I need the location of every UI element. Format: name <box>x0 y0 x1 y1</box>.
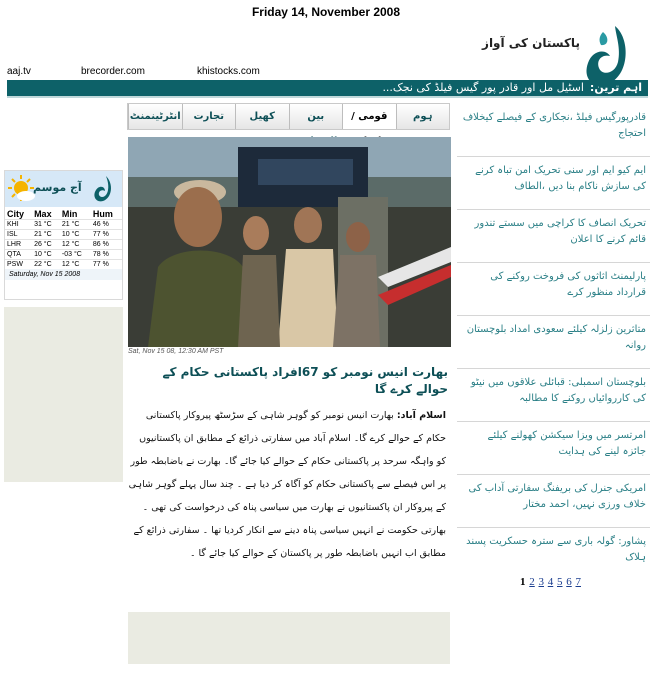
weather-row <box>5 230 122 240</box>
tab-entertainment[interactable]: انٹرٹینمنٹ <box>128 104 182 129</box>
weather-cell: 86 % <box>91 240 122 250</box>
link-aaj[interactable]: aaj.tv <box>7 66 31 77</box>
tab-international[interactable]: بین <box>289 104 343 129</box>
link-brecorder[interactable]: brecorder.com <box>81 66 145 77</box>
footer-panel <box>128 612 450 664</box>
tab-home[interactable]: ہوم <box>396 104 450 129</box>
weather-cell: 78 % <box>91 250 122 260</box>
news-item[interactable]: تحریک انصاف کا کراچی میں سستے تندور قائم کرنے کا اعلان <box>457 210 650 263</box>
photo-caption: Sat, Nov 15 08, 12:30 AM PST <box>128 348 224 355</box>
news-item[interactable]: امریکی جنرل کی بریفنگ سفارتی آداب کی خلاف ورزی نہیں، احمد مختار <box>457 475 650 528</box>
weather-cell: -03 °C <box>60 250 91 260</box>
page-link-5[interactable]: 5 <box>557 576 563 588</box>
weather-cell: ISL <box>5 230 32 240</box>
tab-sports[interactable]: کھیل <box>235 104 289 129</box>
weather-row <box>5 260 122 270</box>
news-item[interactable]: متاثرین زلزلہ کیلئے سعودی امداد بلوچستان روانہ <box>457 316 650 369</box>
weather-cell: 77 % <box>91 260 122 270</box>
weather-widget <box>4 170 123 300</box>
weather-col-hum: Hum <box>92 209 113 219</box>
logo-text: پاکستان کی آواز <box>482 36 580 50</box>
page-link-1[interactable]: 1 <box>520 576 526 588</box>
weather-col-city: City <box>7 209 25 219</box>
news-photo[interactable] <box>128 137 451 347</box>
news-ticker[interactable] <box>7 80 648 96</box>
article-text: بھارت انیس نومبر کو گوہر شاہی کے سڑسٹھ پیروکار پاکستانی حکام کے حوالے کرے گا۔ اسلام آباد میں سفارتی ذرائع کے مطابق ان پاکستانیوں کو واہگہ سرحد پر پاکستانی حکام کے حوالے کیا جائے گا۔ بھارت نے باضابطہ طور پر اس فیصلے سے پاکستانی حکام کو آگاہ کر دیا ہے ۔ چند سال پہلے گوہر شاہی کے پیروکار ان پاکستانیوں نے بھارت میں سیاسی پناہ کی درخواست کی تھی ۔ بھارتی حکومت نے انہیں سیاسی پناہ دینے سے انکار کردیا تھا ۔ سفارتی ذرائع کے مطابق اب انہیں باضابطہ طور پر پاکستان کے حوالے کیا جائے گا ۔ <box>128 410 446 559</box>
partner-links <box>7 66 447 80</box>
weather-cell: 12 °C <box>60 240 91 250</box>
weather-row <box>5 240 122 250</box>
weather-cell: 12 °C <box>60 260 91 270</box>
tab-business[interactable]: تجارت <box>182 104 236 129</box>
weather-cell: LHR <box>5 240 32 250</box>
news-item[interactable]: ایم کیو ایم اور سنی تحریک امن تباہ کرنے کی سازش ناکام بنا دیں ،الطاف <box>457 157 650 210</box>
weather-cell: QTA <box>5 250 32 260</box>
news-item[interactable]: امرتسر میں ویزا سیکشن کھولنے کیلئے جائزہ لینے کی ہدایت <box>457 422 650 475</box>
weather-table <box>5 207 122 269</box>
weather-cell: 77 % <box>91 230 122 240</box>
weather-cell: 31 °C <box>32 220 60 230</box>
weather-cell: 46 % <box>91 220 122 230</box>
ticker-text[interactable]: اسٹیل مل اور قادر پور گیس فیلڈ کی نجک... <box>382 81 584 94</box>
weather-col-max: Max <box>34 209 52 219</box>
news-item[interactable]: پارلیمنٹ اثاثوں کی فروخت روکنے کی قرارداد منظور کرے <box>457 263 650 316</box>
article-headline[interactable]: بھارت انیس نومبر کو 67افراد پاکستانی حکام کے حوالے کرے گا <box>162 365 448 396</box>
page-link-4[interactable]: 4 <box>547 576 554 588</box>
weather-cell: 21 °C <box>60 220 91 230</box>
article-dateline: اسلام آباد: <box>396 410 446 421</box>
weather-cell: KHI <box>5 220 32 230</box>
weather-logo-icon <box>92 174 114 204</box>
news-photo-image <box>128 137 451 347</box>
link-khistocks[interactable]: khistocks.com <box>197 66 260 77</box>
weather-cell: PSW <box>5 260 32 270</box>
weather-cell: 26 °C <box>32 240 60 250</box>
weather-cell: 10 °C <box>60 230 91 240</box>
page-link-6[interactable]: 6 <box>566 576 572 588</box>
weather-header-row <box>5 207 122 220</box>
page-link-7[interactable]: 7 <box>575 576 581 588</box>
news-item[interactable]: قادرپورگیس فیلڈ ،نجکاری کے فیصلے کیخلاف احتجاج <box>457 104 650 157</box>
weather-cell: 10 °C <box>32 250 60 260</box>
weather-header <box>5 171 122 207</box>
weather-date: Saturday, Nov 15 2008 <box>5 269 122 280</box>
news-pager <box>520 576 582 588</box>
article-body <box>128 404 446 609</box>
tab-national[interactable]: قومی / <box>342 104 396 129</box>
weather-row <box>5 220 122 230</box>
page-link-2[interactable]: 2 <box>529 576 535 588</box>
news-item[interactable]: بلوچستان اسمبلی: قبائلی علاقوں میں نیٹو کی کارروائیاں روکنے کا مطالبہ <box>457 369 650 422</box>
weather-col-min: Min <box>61 209 78 219</box>
ticker-underline <box>7 96 648 98</box>
page-date: Friday 14, November 2008 <box>251 5 401 19</box>
news-item[interactable]: پشاور: گولہ باری سے سترہ حسکریت پسند ہلاک <box>466 536 646 563</box>
news-list <box>457 104 650 581</box>
main-nav <box>127 103 450 130</box>
left-ad-panel <box>4 307 123 482</box>
weather-cell: 21 °C <box>32 230 60 240</box>
ticker-label: اہم ترین: <box>589 81 642 94</box>
weather-title: آج موسم <box>33 181 82 194</box>
page-link-3[interactable]: 3 <box>538 576 544 588</box>
weather-cell: 22 °C <box>32 260 60 270</box>
weather-row <box>5 250 122 260</box>
